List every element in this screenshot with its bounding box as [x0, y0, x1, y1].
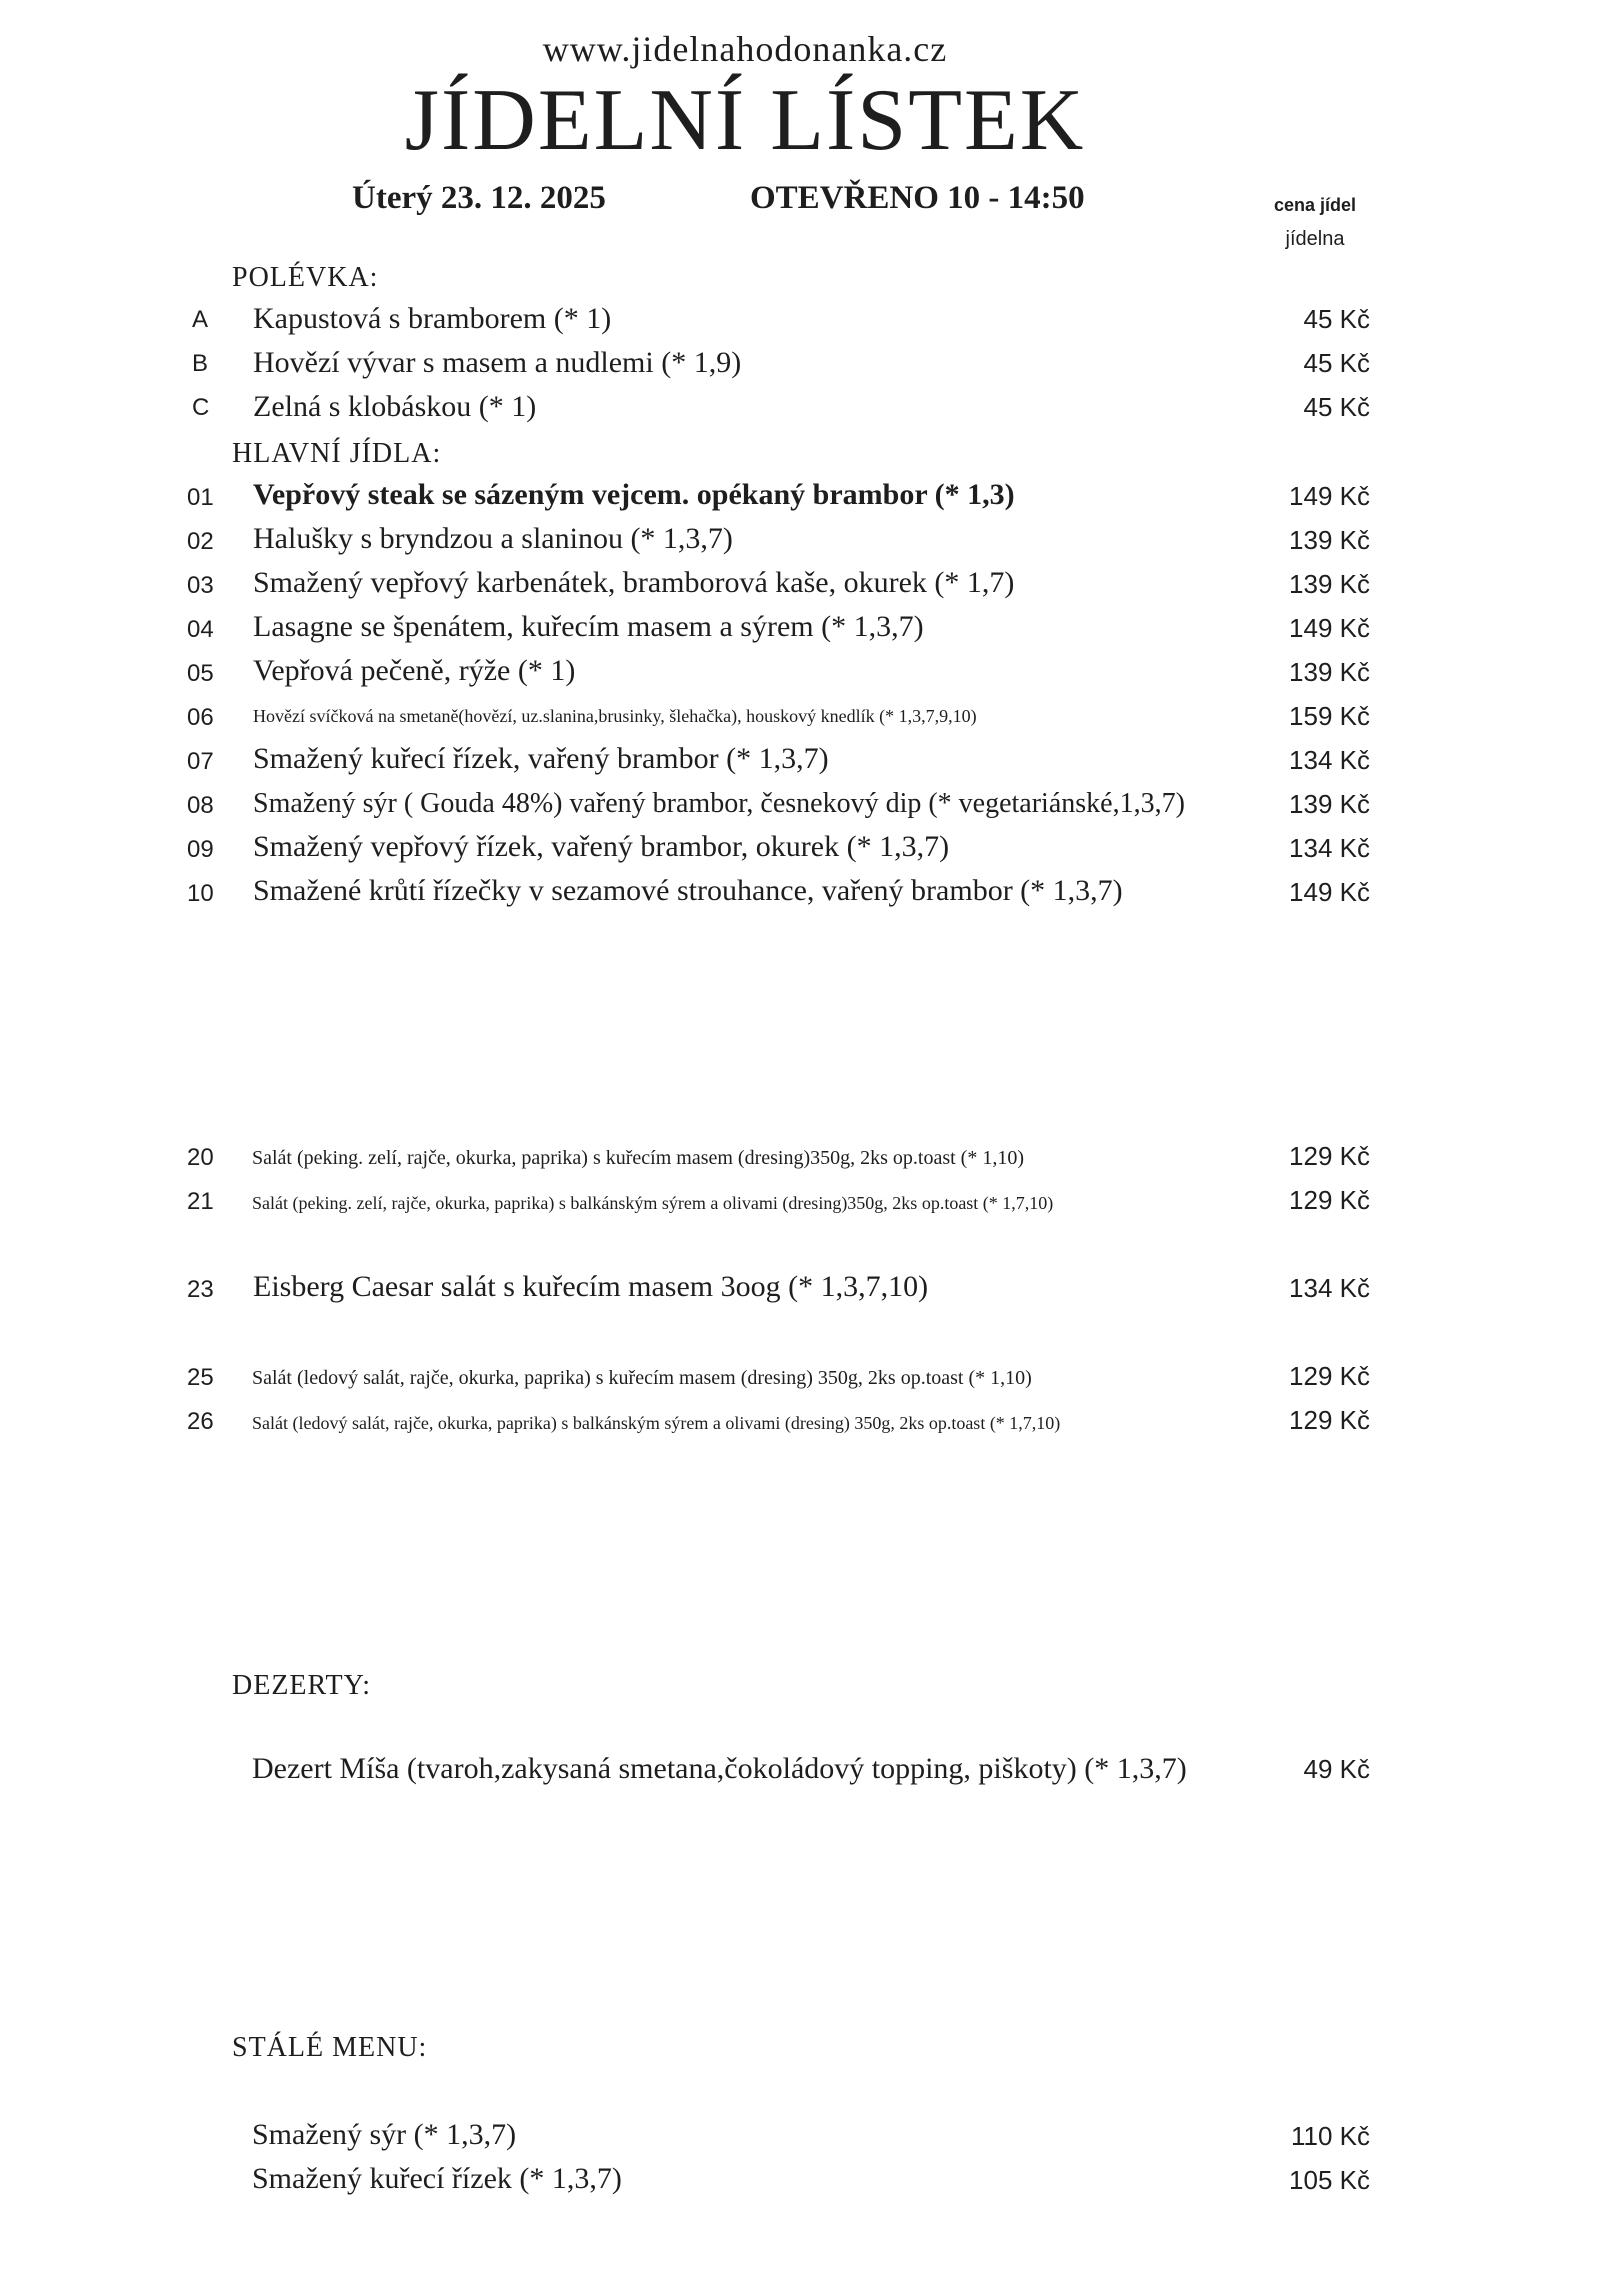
- item-name: Salát (ledový salát, rajče, okurka, paprika) s balkánským sýrem a olivami (dresing) 350g, 2ks op.toast (* 1,7,10): [252, 1413, 1061, 1433]
- item-name: Hovězí vývar s masem a nudlemi (* 1,9): [253, 346, 742, 379]
- item-name: Halušky s bryndzou a slaninou (* 1,3,7): [253, 522, 733, 555]
- permanent-menu-section-title: STÁLÉ MENU:: [232, 2032, 428, 2063]
- item-price: 45 Kč: [1303, 348, 1370, 378]
- item-name: Smažený vepřový karbenátek, bramborová kaše, okurek (* 1,7): [253, 566, 1015, 599]
- item-price: 139 Kč: [1289, 569, 1370, 599]
- item-price: 45 Kč: [1303, 392, 1370, 422]
- item-code: A: [192, 306, 209, 333]
- item-code: 10: [187, 880, 214, 907]
- item-code: 08: [187, 792, 214, 819]
- item-code: 09: [187, 836, 214, 863]
- item-name: Zelná s klobáskou (* 1): [253, 390, 537, 423]
- price-column-header: cena jídel: [1273, 195, 1357, 215]
- price-column-subheader: jídelna: [1285, 228, 1345, 250]
- item-code: 05: [187, 660, 214, 687]
- item-name: Salát (ledový salát, rajče, okurka, paprika) s kuřecím masem (dresing) 350g, 2ks op.toast (* 1,10): [252, 1367, 1032, 1389]
- item-price: 149 Kč: [1289, 877, 1370, 907]
- item-price: 105 Kč: [1289, 2165, 1370, 2195]
- item-name: Smažený sýr ( Gouda 48%) vařený brambor, česnekový dip (* vegetariánské,1,3,7): [253, 788, 1185, 819]
- item-code: 01: [187, 484, 214, 511]
- item-code: 20: [187, 1144, 214, 1171]
- item-price: 129 Kč: [1289, 1361, 1370, 1391]
- item-name: Smažený sýr (* 1,3,7): [252, 2118, 517, 2151]
- menu-date: Úterý 23. 12. 2025: [352, 180, 606, 216]
- item-price: 129 Kč: [1289, 1405, 1370, 1435]
- item-price: 45 Kč: [1303, 304, 1370, 334]
- item-price: 139 Kč: [1289, 525, 1370, 555]
- item-code: 03: [187, 572, 214, 599]
- item-name: Hovězí svíčková na smetaně(hovězí, uz.slanina,brusinky, šlehačka), houskový knedlík (* 1,3,7,9,10): [253, 706, 977, 726]
- item-code: 25: [187, 1364, 214, 1391]
- item-code: 06: [187, 704, 214, 731]
- website-link: www.jidelnahodonanka.cz: [542, 29, 948, 69]
- item-price: 129 Kč: [1289, 1185, 1370, 1215]
- mains-section-title: HLAVNÍ JÍDLA:: [232, 438, 442, 469]
- item-code: 26: [187, 1408, 214, 1435]
- item-price: 134 Kč: [1289, 833, 1370, 863]
- item-price: 149 Kč: [1289, 613, 1370, 643]
- item-price: 49 Kč: [1303, 1754, 1370, 1784]
- item-name: Smažený kuřecí řízek (* 1,3,7): [252, 2162, 622, 2195]
- opening-hours: OTEVŘENO 10 - 14:50: [750, 180, 1085, 216]
- soups-section-title: POLÉVKA:: [232, 262, 379, 293]
- item-code: C: [192, 394, 210, 421]
- item-price: 134 Kč: [1289, 745, 1370, 775]
- item-name: Vepřová pečeně, rýže (* 1): [253, 654, 576, 687]
- item-name: Vepřový steak se sázeným vejcem. opékaný brambor (* 1,3): [253, 478, 1015, 511]
- item-name: Smažený kuřecí řízek, vařený brambor (* 1,3,7): [253, 742, 829, 775]
- item-name: Kapustová s bramborem (* 1): [253, 302, 612, 335]
- item-price: 139 Kč: [1289, 657, 1370, 687]
- item-name: Salát (peking. zelí, rajče, okurka, paprika) s kuřecím masem (dresing)350g, 2ks op.toast (* 1,10): [252, 1147, 1025, 1169]
- item-price: 149 Kč: [1289, 481, 1370, 511]
- item-name: Smažené krůtí řízečky v sezamové strouhance, vařený brambor (* 1,3,7): [253, 874, 1123, 907]
- desserts-section-title: DEZERTY:: [232, 1670, 372, 1701]
- item-price: 134 Kč: [1289, 1273, 1370, 1303]
- item-code: 21: [187, 1188, 214, 1215]
- item-name: Smažený vepřový řízek, vařený brambor, okurek (* 1,3,7): [253, 830, 950, 863]
- item-code: B: [192, 350, 209, 377]
- item-name: Lasagne se špenátem, kuřecím masem a sýrem (* 1,3,7): [253, 610, 924, 643]
- item-code: 07: [187, 748, 214, 775]
- item-name: Salát (peking. zelí, rajče, okurka, paprika) s balkánským sýrem a olivami (dresing)350g, 2ks op.toast (* 1,7,10): [252, 1193, 1054, 1213]
- menu-title: JÍDELNÍ LÍSTEK: [404, 72, 1086, 169]
- item-price: 139 Kč: [1289, 789, 1370, 819]
- item-code: 02: [187, 528, 214, 555]
- item-price: 110 Kč: [1290, 2121, 1370, 2151]
- item-name: Dezert Míša (tvaroh,zakysaná smetana,čokoládový topping, piškoty) (* 1,3,7): [252, 1752, 1187, 1785]
- item-code: 23: [187, 1276, 214, 1303]
- item-name: Eisberg Caesar salát s kuřecím masem 3oog (* 1,3,7,10): [253, 1270, 929, 1303]
- item-price: 129 Kč: [1289, 1141, 1370, 1171]
- item-price: 159 Kč: [1289, 701, 1370, 731]
- item-code: 04: [187, 616, 214, 643]
